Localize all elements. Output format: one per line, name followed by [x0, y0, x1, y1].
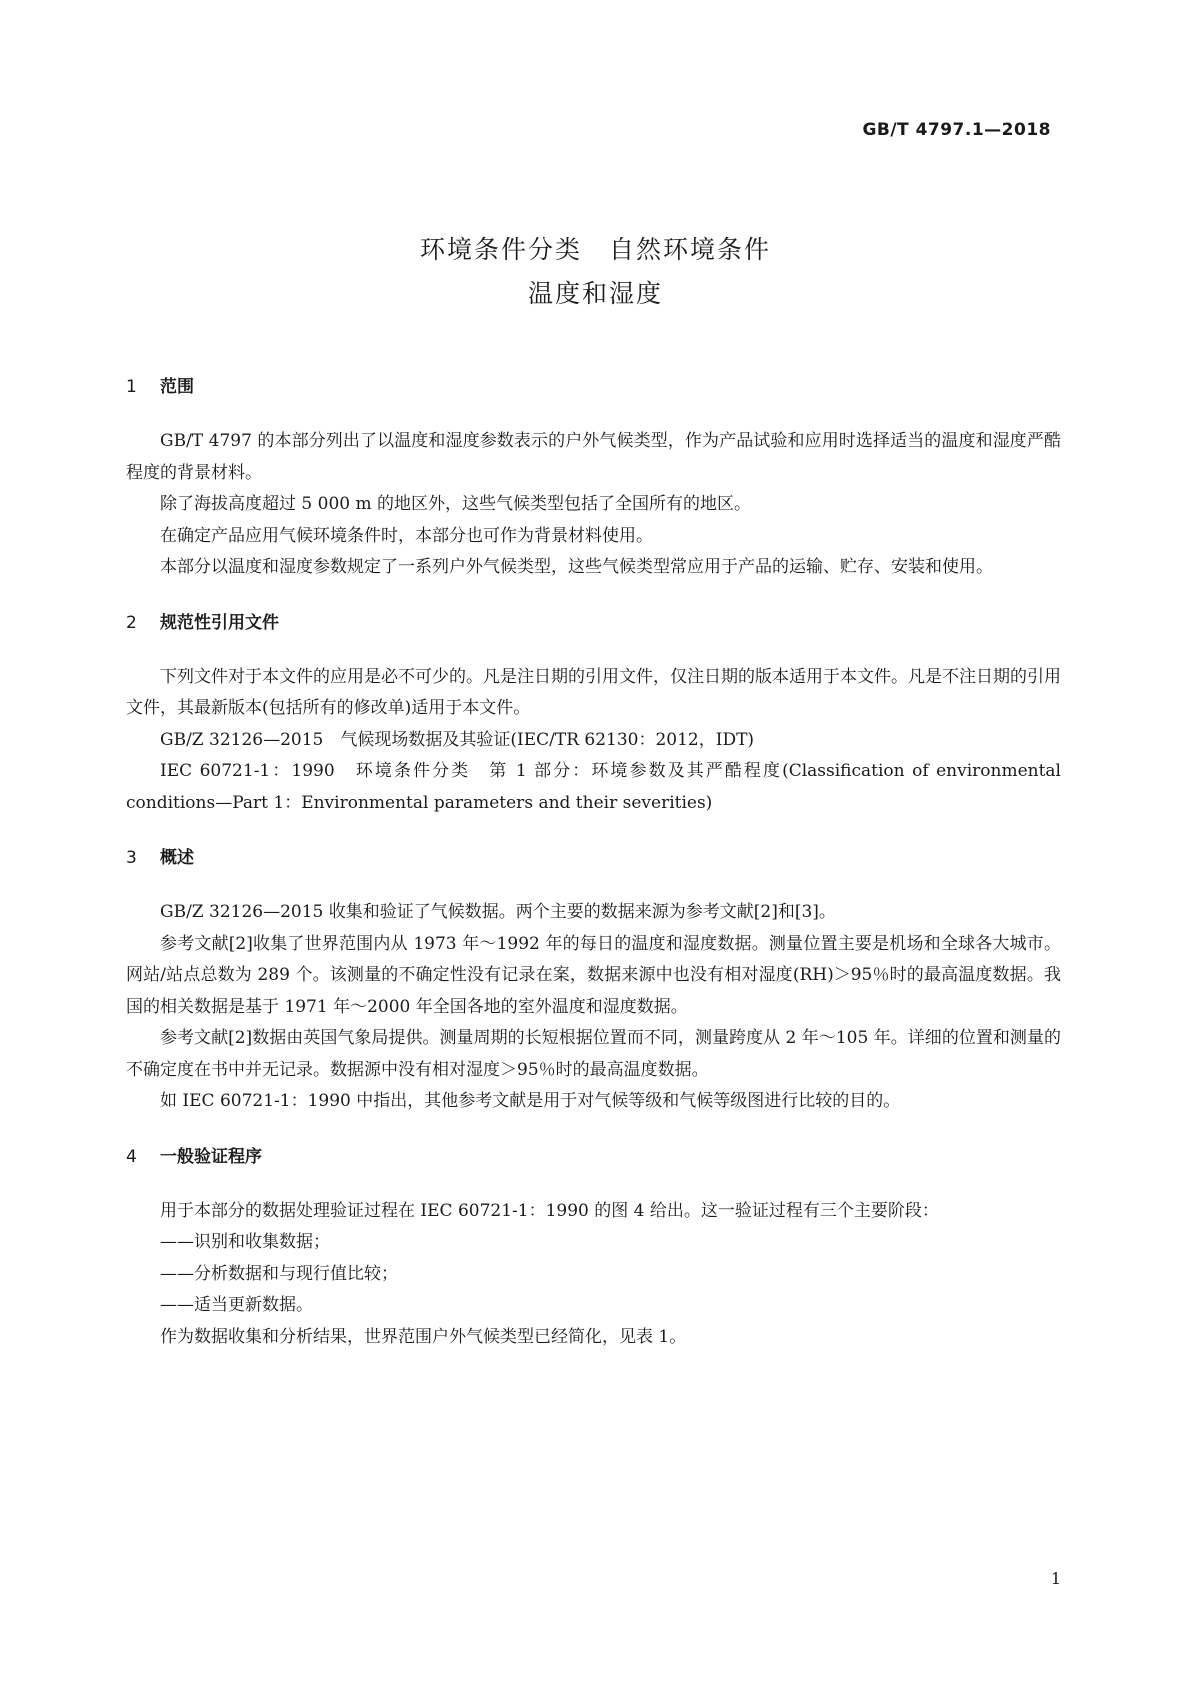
paragraph: 下列文件对于本文件的应用是必不可少的。凡是注日期的引用文件，仅注日期的版本适用于本文件。凡是不注日期的引用文件，其最新版本(包括所有的修改单)适用于本文件。: [126, 666, 1061, 718]
section-2-heading: [126, 608, 1061, 638]
paragraph: GB/T 4797 的本部分列出了以温度和湿度参数表示的户外气候类型，作为产品试验和应用时选择适当的温度和湿度严酷程度的背景材料。: [126, 431, 1061, 483]
list-item: ——识别和收集数据；: [160, 1232, 330, 1252]
paragraph: 在确定产品应用气候环境条件时，本部分也可作为背景材料使用。: [160, 525, 653, 546]
title-line-1: 环境条件分类 自然环境条件: [419, 235, 771, 264]
section-number: 2: [126, 612, 137, 633]
paragraph: 用于本部分的数据处理验证过程在 IEC 60721-1：1990 的图 4 给出。这一验证过程有三个主要阶段：: [160, 1200, 939, 1221]
paragraph: 作为数据收集和分析结果，世界范围户外气候类型已经简化，见表 1。: [160, 1326, 687, 1347]
reference-entry: IEC 60721-1：1990 环境条件分类 第 1 部分：环境参数及其严酷程度(Classification of environmental conditions—Part 1：Environmental parameters and their severities): [126, 761, 1061, 813]
page-number: 1: [1050, 1569, 1061, 1588]
section-number: 1: [126, 377, 137, 397]
paragraph: 本部分以温度和湿度参数规定了一系列户外气候类型，这些气候类型常应用于产品的运输、贮存、安装和使用。: [160, 557, 993, 577]
section-title: 规范性引用文件: [160, 612, 279, 633]
section-3-heading: [126, 843, 1061, 873]
document-title: [0, 228, 1191, 316]
section-number: 4: [126, 1146, 137, 1167]
paragraph: 除了海拔高度超过 5 000 m 的地区外，这些气候类型包括了全国所有的地区。: [160, 494, 751, 514]
paragraph: GB/Z 32126—2015 收集和验证了气候数据。两个主要的数据来源为参考文献[2]和[3]。: [160, 902, 836, 922]
reference-entry: GB/Z 32126—2015 气候现场数据及其验证(IEC/TR 62130：2012，IDT): [160, 729, 755, 750]
title-line-2: 温度和湿度: [527, 279, 663, 308]
section-title: 概述: [160, 848, 194, 868]
paragraph: 参考文献[2]数据由英国气象局提供。测量周期的长短根据位置而不同，测量跨度从 2 年～105 年。详细的位置和测量的不确定度在书中并无记录。数据源中没有相对湿度＞95％时的最高温度数据。: [126, 1028, 1061, 1080]
document-body: [126, 372, 1061, 1353]
section-title: 一般验证程序: [160, 1146, 262, 1167]
paragraph: 如 IEC 60721-1：1990 中指出，其他参考文献是用于对气候等级和气候等级图进行比较的目的。: [160, 1091, 901, 1111]
paragraph: 参考文献[2]收集了世界范围内从 1973 年～1992 年的每日的温度和湿度数据。测量位置主要是机场和全球各大城市。网站/站点总数为 289 个。该测量的不确定性没有记录在案，数据来源中也没有相对湿度(RH)＞95％时的最高温度数据。我国的相关数据是基于 1971 年～2000 年全国各地的室外温度和湿度数据。: [126, 933, 1061, 1017]
section-1-heading: [126, 372, 1061, 402]
standard-code: GB/T 4797.1—2018: [862, 120, 1051, 140]
section-4-heading: [126, 1142, 1061, 1172]
section-number: 3: [126, 848, 137, 868]
section-title: 范围: [160, 377, 194, 397]
list-item: ——适当更新数据。: [160, 1295, 313, 1315]
list-item: ——分析数据和与现行值比较；: [160, 1263, 398, 1284]
